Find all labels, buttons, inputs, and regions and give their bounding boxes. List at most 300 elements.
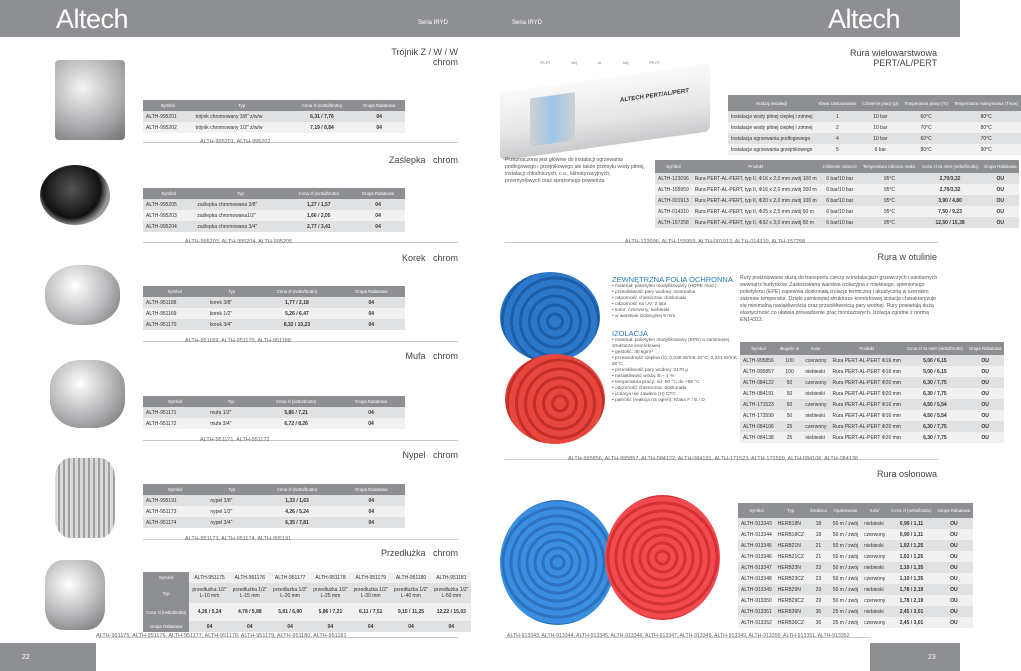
cell: 4,50 / 5,54 [904, 399, 966, 410]
type-line: przedłużka 1/2" [353, 587, 388, 593]
cell: 04 [338, 495, 405, 506]
cap-fitting-photo [40, 165, 110, 225]
cell: korek 3/4" [207, 319, 257, 330]
cell: zaślepka chromowana 3/8" [194, 199, 286, 210]
cell: 04 [338, 308, 405, 319]
type-line: L-30 mm [360, 593, 381, 599]
przedluzka-table [143, 572, 471, 632]
cell: 04 [270, 621, 310, 632]
cell: 04 [338, 517, 405, 528]
cell: 23 [807, 562, 830, 573]
cell: 04 [337, 418, 405, 429]
th: Grupa Rabatowa [981, 160, 1020, 173]
cell: HERB18N [775, 518, 807, 529]
cell: ALTH-951179 [351, 572, 391, 583]
cell: 1,77 / 2,18 [256, 297, 337, 308]
th: Cena zł (netto/brutto) [255, 396, 337, 407]
th: Symbol [143, 484, 207, 495]
table-row [655, 206, 1019, 217]
th: Symbol [738, 503, 775, 518]
insulated-pipe-coils-photo [500, 272, 605, 452]
cell: Rura PERT-AL-PERT, typ II, Φ32 x 3,0 mm zwój 50 m [692, 217, 820, 228]
cell: HERB23N [775, 562, 807, 573]
th: Typ [207, 484, 256, 495]
table-row [740, 399, 1004, 410]
pipe-print: ALTECH PERT/AL/PERT [620, 88, 689, 104]
cell: 7,19 / 8,84 [291, 122, 353, 133]
cell: 4,50 / 5,54 [904, 410, 966, 421]
th: Produkt [692, 160, 820, 173]
th: Typ [192, 100, 290, 111]
title-line: PERT/AL/PERT [873, 58, 937, 68]
cell: nypel 1/2" [207, 506, 256, 517]
series-label: Seria IRYD [512, 20, 542, 26]
cell: Rura PERT-AL-PERT Φ16 mm [829, 355, 903, 366]
cell: Rura PERT-AL-PERT, typ II, Φ16 x 2,0 mm zwój 200 m [692, 184, 820, 195]
cell: czerwony [861, 573, 888, 584]
section-title-oslonowa: Rura osłonowa [876, 469, 937, 479]
cell: 25 m / zwój [830, 617, 861, 628]
row-label: Symbol [143, 572, 189, 583]
cell: 5,86 / 7,21 [310, 603, 350, 621]
th: Cena zł (netto/brutto) [291, 100, 353, 111]
cell: ALTH-951177 [270, 572, 310, 583]
cell: 04 [230, 621, 270, 632]
table-row [655, 195, 1019, 206]
cell: ALTH-995191 [143, 495, 207, 506]
table-row [728, 122, 1021, 133]
cell: HERB36CZ [775, 617, 807, 628]
cell: 50 m / zwój [830, 540, 861, 551]
cell: ALTH-913343 [738, 518, 775, 529]
cell: OU [935, 518, 974, 529]
izolacja-list [612, 338, 737, 404]
cell: czerwony [802, 377, 829, 388]
cell: 6 bar/10 bar [820, 217, 860, 228]
th: Typ [194, 188, 286, 199]
cell: ALTH-951181 [431, 572, 471, 583]
cell: 10 bar [859, 111, 901, 122]
table-row [143, 603, 471, 621]
cell: 6,30 / 7,75 [904, 421, 966, 432]
th: długość m [777, 342, 803, 355]
table-row [143, 221, 405, 232]
table-row [143, 506, 405, 517]
type-line: przedłużka 1/2" [232, 587, 267, 593]
trojnik-table [143, 100, 405, 133]
cell: ALTH-171523 [740, 399, 777, 410]
cell: 04 [351, 621, 391, 632]
table-row [143, 210, 405, 221]
cell: trójnik chromowany 1/2" z/w/w [192, 122, 290, 133]
table-row [143, 583, 471, 603]
cell: ALTH-001913 [655, 195, 692, 206]
cell: ALTH-084138 [740, 432, 777, 443]
folia-title: ZEWNĘTRZNA FOLIA OCHRONNA [612, 275, 733, 284]
cell: 90°C [951, 144, 1021, 155]
cell: OU [966, 366, 1005, 377]
cell [431, 583, 471, 603]
cell: ALTH-155959 [655, 184, 692, 195]
cell: 95°C [860, 184, 919, 195]
cell: Rura PERT-AL-PERT Φ16 mm [829, 399, 903, 410]
cell: 50 [777, 410, 803, 421]
cell: niebieski [802, 388, 829, 399]
th: Symbol [143, 188, 194, 199]
cell: 4,26 / 5,24 [189, 603, 229, 621]
cell: HERB36N [775, 606, 807, 617]
page-number: 22 [22, 654, 30, 661]
cell: ALTH-951174 [143, 517, 207, 528]
cell: 6 bar/10 bar [820, 206, 860, 217]
cell: 1,02 / 1,25 [888, 551, 934, 562]
cell: OU [981, 217, 1020, 228]
cell: OU [935, 584, 974, 595]
list-item: • w warstwie izolacyjnej 9 mm [612, 314, 737, 320]
cell: 04 [310, 621, 350, 632]
cell: OU [981, 173, 1020, 184]
cell: zaślepka chromowana1/2" [194, 210, 286, 221]
altech-logo: Altech [56, 4, 129, 34]
cell: 04 [351, 210, 405, 221]
cell: OU [935, 562, 974, 573]
codes-line: ALTH-951173, ALTH-951174, ALTH-995191 [185, 536, 292, 542]
cell: 04 [338, 319, 405, 330]
cell: HERB23CZ [775, 573, 807, 584]
footer-bar-right [870, 643, 960, 671]
type-line: przedłużka 1/2" [434, 587, 469, 593]
section-title-otulina: Rura w otulinie [877, 252, 937, 262]
list-item: • temperatura pracy: od -50 °C do +95 °C [612, 380, 737, 386]
cell: 50 m / zwój [830, 584, 861, 595]
th: Cena zł (netto/brutto) [256, 484, 337, 495]
cell: OU [935, 617, 974, 628]
cell: 1,10 / 1,35 [888, 562, 934, 573]
table-row [728, 144, 1021, 155]
footer-bar-left [0, 643, 96, 671]
cell: ALTH-084106 [740, 421, 777, 432]
table-row [738, 529, 973, 540]
cell: 6 bar/10 bar [820, 173, 860, 184]
codes-line: ALTH-995201, ALTH-995202 [200, 139, 271, 145]
korek-table [143, 286, 405, 330]
table-row [728, 111, 1021, 122]
cell: 2,45 / 3,01 [888, 606, 934, 617]
row-label: Typ [143, 583, 189, 603]
cell: 1 [815, 111, 859, 122]
table-row [738, 518, 973, 529]
cell: 8,32 / 10,23 [256, 319, 337, 330]
izolacja-title: IZOLACJA [612, 329, 648, 338]
th: Temperatura maksymalna (Tmax) [951, 95, 1021, 111]
table-row [143, 199, 405, 210]
cell: 6,30 / 7,75 [904, 388, 966, 399]
cell: 0,90 / 1,11 [888, 529, 934, 540]
cell: 100 [777, 366, 803, 377]
cell: czerwony [861, 617, 888, 628]
folia-list [612, 284, 737, 320]
cell [189, 583, 229, 603]
cell: 23 [807, 573, 830, 584]
cell: ALTH-995205 [143, 199, 194, 210]
cell: Rura PERT-AL-PERT Φ16 mm [829, 366, 903, 377]
cell: OU [935, 573, 974, 584]
th: Ciśnienie robocze [820, 160, 860, 173]
cell [270, 583, 310, 603]
table-row [143, 111, 405, 122]
type-line: przedłużka 1/2" [272, 587, 308, 593]
table-row [143, 122, 405, 133]
table-row [740, 366, 1004, 377]
cell: niebieski [802, 432, 829, 443]
cell: Rura PERT-AL-PERT Φ20 mm [829, 432, 903, 443]
cell: 1,10 / 1,35 [888, 573, 934, 584]
th: Cena zł (netto/brutto) [256, 286, 337, 297]
cell: 04 [431, 621, 471, 632]
cell: 21 [807, 551, 830, 562]
cell: OU [966, 410, 1005, 421]
cell: 04 [351, 221, 405, 232]
left-page-header [0, 0, 480, 37]
cell: ALTH-913346 [738, 551, 775, 562]
list-item: • odporność na UV: 2 lata [612, 302, 737, 308]
title-line: chrom [432, 253, 458, 263]
nipple-fitting-photo [55, 458, 115, 538]
cell: 36 [807, 606, 830, 617]
th: Rodzaj instalacji [728, 95, 815, 111]
cell: czerwony [861, 529, 888, 540]
cell: czerwony [861, 551, 888, 562]
cell: nypel 3/8" [207, 495, 256, 506]
cell: 50 [777, 377, 803, 388]
cell: 2,45 / 3,01 [888, 617, 934, 628]
cell: 100 [777, 355, 803, 366]
divider [143, 440, 458, 441]
cell: 9,15 / 11,25 [391, 603, 431, 621]
table-row [738, 551, 973, 562]
table-row [738, 584, 973, 595]
cell: 6,72 / 8,26 [255, 418, 337, 429]
table-row [143, 308, 405, 319]
cell: 1,78 / 2,19 [888, 595, 934, 606]
cell: 04 [338, 506, 405, 517]
cell: 95°C [860, 206, 919, 217]
cell: ALTH-913350 [738, 595, 775, 606]
list-item: • gęstość: 30 kg/m³ [612, 350, 737, 356]
cell: ALTH-951171 [143, 407, 207, 418]
codes-line: ALTH-123096, ALTH-155959, ALTH-001913, ALTH-014310, ALTH-157258 [625, 239, 806, 245]
blue-conduit-coil [500, 500, 615, 625]
cell: trójnik chromowany 3/8" z/w/w [192, 111, 290, 122]
right-page-header [480, 0, 960, 37]
cell: Instalacja ogrzewania podłogowego [728, 133, 815, 144]
cell: 25 m / zwój [830, 606, 861, 617]
table-row [655, 217, 1019, 228]
cell: HERB21N [775, 540, 807, 551]
cell: 5,00 / 6,15 [904, 355, 966, 366]
pert-pipe-image [500, 63, 710, 161]
cell: ALTH-913347 [738, 562, 775, 573]
th: Symbol [143, 286, 207, 297]
cell: korek 1/2" [207, 308, 257, 319]
cell: ALTH-951173 [143, 506, 207, 517]
cell: 18 [807, 529, 830, 540]
cell: 4,26 / 5,24 [256, 506, 337, 517]
section-title-pert [820, 48, 937, 68]
cell: OU [935, 606, 974, 617]
cell: HERB21CZ [775, 551, 807, 562]
title-line: Mufa [405, 351, 426, 361]
cell: niebieski [802, 410, 829, 421]
cell: 10 bar [859, 122, 901, 133]
th: Grupa Rabatowa [353, 100, 405, 111]
cell: 04 [189, 621, 229, 632]
pert-description: Przeznaczona jest głównie do instalacji ogrzewania podłogowego i grzejnikowego ale także przesyłu wody pitnej, instalacji chłodniczych, c.o., klimatyzacyjnych, przemysłowych oraz sprężonego powietrza. [505, 157, 645, 184]
divider [143, 142, 458, 143]
cell: 1,02 / 1,25 [888, 540, 934, 551]
cell: OU [935, 540, 974, 551]
cell: OU [966, 388, 1005, 399]
th: Grupa Rabatowa [338, 286, 405, 297]
cell: czerwony [861, 595, 888, 606]
cell: 70°C [951, 133, 1021, 144]
th: Grupa Rabatowa [338, 484, 405, 495]
table-row [143, 319, 405, 330]
th: Średnica [807, 503, 830, 518]
nypel-table [143, 484, 405, 528]
table-row [143, 418, 405, 429]
section-title-zaslepka [360, 155, 458, 165]
cell: 12,22 / 15,03 [431, 603, 471, 621]
cell: niebieski [861, 584, 888, 595]
cell: 5,86 / 7,21 [255, 407, 337, 418]
layer-label: PE-RT [540, 61, 551, 65]
cell: 50 m / zwój [830, 595, 861, 606]
th: Typ [207, 396, 255, 407]
cell: mufa 1/2" [207, 407, 255, 418]
cell: 4,78 / 5,88 [230, 603, 270, 621]
cell: 6,31 / 7,76 [291, 111, 353, 122]
cell: OU [966, 421, 1005, 432]
cell: ALTH-951188 [143, 297, 207, 308]
cell: Rura PERT-AL-PERT Φ20 mm [829, 377, 903, 388]
table-row [738, 617, 973, 628]
list-item: • przenikliwość pary wodnej: 3170 μ [612, 368, 737, 374]
table-row [143, 517, 405, 528]
cell: ALTH-913349 [738, 584, 775, 595]
type-line: L-15 mm [239, 593, 260, 599]
cell: niebieski [861, 562, 888, 573]
th: Cena zł (netto/brutto) [888, 503, 934, 518]
cell: ALTH-123096 [655, 173, 692, 184]
plug-fitting-photo [45, 265, 120, 325]
table-row [143, 407, 405, 418]
cell: mufa 3/4" [207, 418, 255, 429]
cell: 1,27 / 1,57 [286, 199, 351, 210]
cell: 25 [777, 432, 803, 443]
codes-line: ALTH-951169, ALTH-951170, ALTH-951188 [185, 338, 291, 344]
type-line: przedłużka 1/2" [192, 587, 227, 593]
codes-line: ALTH-951171, ALTH-951172 [200, 437, 270, 443]
cell: ALTH-995203 [143, 210, 194, 221]
oslonowa-table [738, 503, 973, 628]
cell: ALTH-951172 [143, 418, 207, 429]
cell: 50 [777, 388, 803, 399]
table-row [143, 621, 471, 632]
cell [310, 583, 350, 603]
th: Klasa zastosowania [815, 95, 859, 111]
table-row [740, 421, 1004, 432]
cell: 2,77 / 3,41 [286, 221, 351, 232]
codes-line: ALTH-913343, ALTH-913344, ALTH-913345, ALTH-913346, ALTH-913347, ALTH-913348, ALTH-913349, ALTH-913350, ALTH-913351, ALTH-913352 [507, 633, 850, 639]
th: Opakowanie [830, 503, 861, 518]
cell: 29 [807, 584, 830, 595]
table-row [143, 297, 405, 308]
cell: 50 m / zwój [830, 551, 861, 562]
cell: HERB29CZ [775, 595, 807, 606]
red-conduit-coil [605, 495, 720, 620]
cell: ALTH-995204 [143, 221, 194, 232]
cell: 29 [807, 595, 830, 606]
cell: ALTH-172599 [740, 410, 777, 421]
cell: OU [966, 377, 1005, 388]
cell: czerwony [802, 355, 829, 366]
cell: czerwony [802, 421, 829, 432]
th: Kolor [861, 503, 888, 518]
cell: 04 [338, 297, 405, 308]
title-line: Trójnik Z / W / W [391, 47, 458, 57]
cell: ALTH-951176 [230, 572, 270, 583]
cell: ALTH-084191 [740, 388, 777, 399]
cell: HERB18CZ [775, 529, 807, 540]
pipe-layer-labels [540, 61, 660, 65]
zaslepka-table [143, 188, 405, 232]
cell: OU [935, 595, 974, 606]
title-line: chrom [432, 548, 458, 558]
th: Symbol [143, 396, 207, 407]
cell: 21 [807, 540, 830, 551]
table-row [740, 388, 1004, 399]
list-item: • nasiąkliwość wodą: B – 1 % [612, 374, 737, 380]
th: Symbol [740, 342, 777, 355]
cell: ALTH-951170 [143, 319, 207, 330]
layer-label: klej [571, 61, 577, 65]
th: Produkt [829, 342, 903, 355]
cell: 04 [351, 199, 405, 210]
th: Symbol [655, 160, 692, 173]
cell: 10 bar [859, 133, 901, 144]
cell: 1,78 / 2,19 [888, 584, 934, 595]
cell: ALTH-995201 [143, 111, 192, 122]
th: Typ [207, 286, 257, 297]
section-title-przedluzka [360, 548, 458, 558]
th: Ciśnienie pracy (p) [859, 95, 901, 111]
codes-line: ALTH-995203, ALTH-995204, ALTH-995205 [185, 239, 293, 245]
table-row [740, 377, 1004, 388]
cell: 5,26 / 6,47 [256, 308, 337, 319]
cell: OU [935, 551, 974, 562]
page-number: 23 [928, 654, 936, 661]
table-row [738, 595, 973, 606]
list-item: • przewodność cieplna (λ): 0,038 W/mK 40°C; 0,041 W/mK 50°C [612, 356, 737, 368]
cell: 95°C [860, 195, 919, 206]
cell: ALTH-913344 [738, 529, 775, 540]
list-item: • materiał: polietylen modyfikowany (HDPE mod.) [612, 284, 737, 290]
list-item: • kolor: czerwony, niebieski [612, 308, 737, 314]
cell: OU [981, 184, 1020, 195]
tee-fitting-photo [55, 60, 125, 140]
series-label: Seria IRYD [418, 20, 448, 26]
